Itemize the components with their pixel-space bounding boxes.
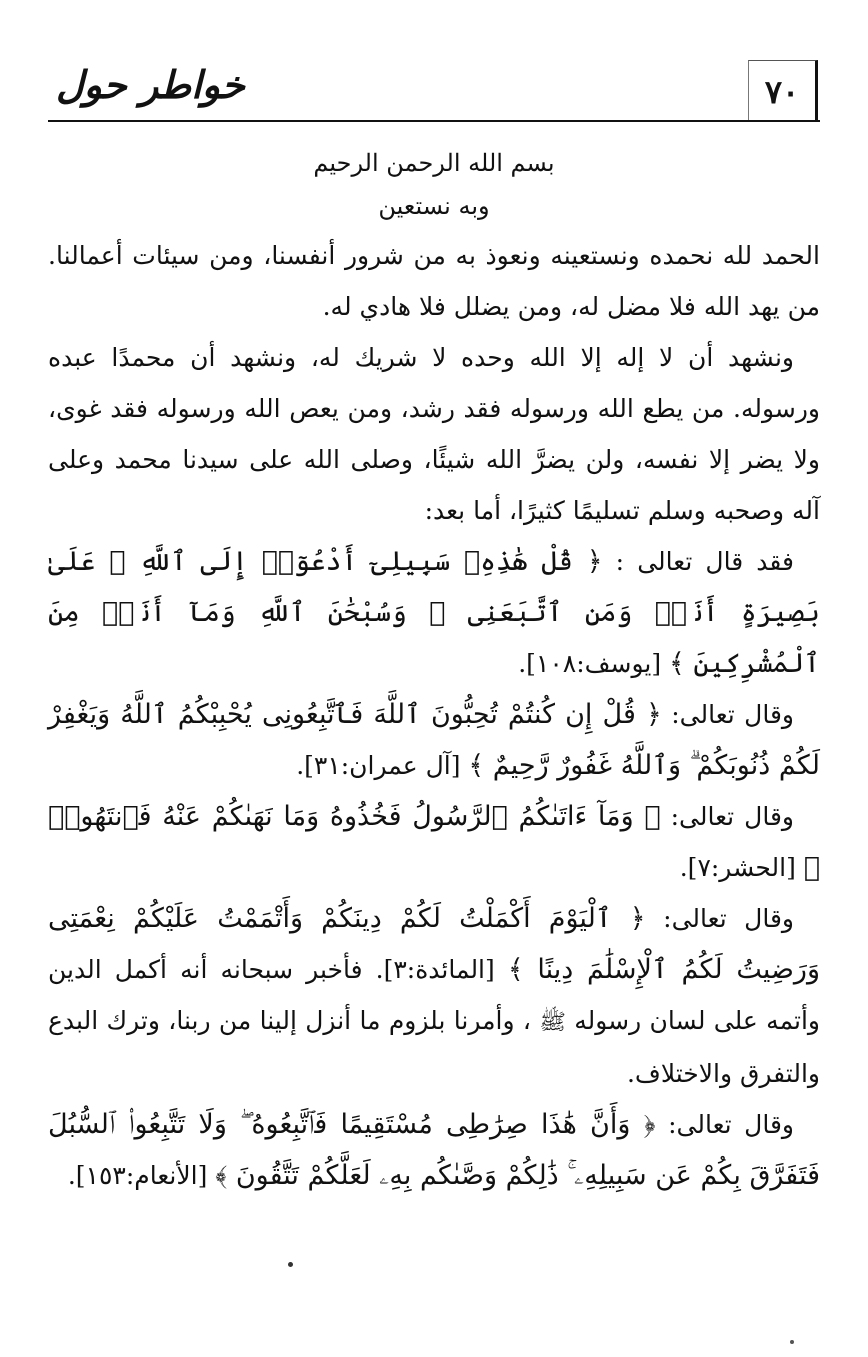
paragraph-verse-hashr: [48, 791, 820, 893]
paragraph-verse-anam: [48, 1099, 820, 1201]
verse-lead: وقال تعالى:: [655, 1110, 794, 1140]
verse-lead: وقال تعالى:: [660, 802, 794, 832]
paragraph-text: ونشهد أن لا إله إلا الله وحده لا شريك له، ونشهد أن محمدًا عبده ورسوله. من يطع الله ورسوله فقد رشد، ومن يعص الله ورسوله فقد غوى، ولا يضر إلا نفسه، ولن يضرَّ الله شيئًا، وصلى الله على سيدنا محمد وعلى آله وصحبه وسلم تسليمًا كثيرًا، أما بعد:: [48, 343, 820, 526]
verse-reference: [آل عمران:٣١].: [296, 751, 469, 781]
paragraph-text: الحمد لله نحمده ونستعينه ونعوذ به من شرور أنفسنا، ومن سيئات أعمالنا. من يهد الله فلا مضل له، ومن يضلل فلا هادي له.: [48, 241, 820, 322]
paragraph-verse-yusuf: [48, 536, 820, 689]
verse-reference: [الحشر:٧].: [679, 853, 804, 883]
verse-lead: فقد قال تعالى :: [602, 547, 794, 577]
quran-verse: ﴿ وَمَآ ءَاتَىٰكُمُ ٱلرَّسُولُ فَخُذُوهُ وَمَا نَهَىٰكُمْ عَنْهُ فَٱنتَهُوا۟ ﴾: [48, 801, 820, 884]
scan-speck: [790, 1340, 794, 1344]
verse-reference: [المائدة:٣]. فأخبر سبحانه أنه أكمل الدين وأتمه على لسان رسوله: [48, 955, 820, 1036]
paragraph-opening: [48, 230, 820, 332]
basmala: بسم الله الرحمن الرحيم: [313, 149, 555, 177]
paragraph-verse-maidah: [48, 893, 820, 1099]
scan-speck: [288, 1262, 293, 1267]
quran-verse: ﴿ قُلْ إِن كُنتُمْ تُحِبُّونَ ٱللَّهَ فَٱتَّبِعُونِى يُحْبِبْكُمُ ٱللَّهُ وَيَغْفِرْ لَكُمْ ذُنُوبَكُمْ ۗ وَٱللَّهُ غَفُورٌ رَّحِيمٌ ﴾: [48, 699, 820, 782]
running-title: خواطر حول: [56, 62, 245, 107]
salawat-ornament: ﷺ: [539, 1010, 566, 1036]
quran-verse: ﴿ قُلْ هَٰذِهِۦ سَبِيلِىٓ أَدْعُوٓا۟ إِلَى ٱللَّهِ ۚ عَلَىٰ بَصِيرَةٍ أَنَا۠ وَمَنِ ٱتَّبَعَنِى ۖ وَسُبْحَٰنَ ٱللَّهِ وَمَآ أَنَا۠ مِنَ ٱلْمُشْرِكِينَ ﴾: [48, 546, 820, 680]
header-rule: [48, 120, 820, 122]
quran-verse: ﴿ وَأَنَّ هَٰذَا صِرَٰطِى مُسْتَقِيمًا فَٱتَّبِعُوهُ ۖ وَلَا تَتَّبِعُوا۟ ٱلسُّبُلَ فَتَفَرَّقَ بِكُمْ عَن سَبِيلِهِۦ ۚ ذَٰلِكُمْ وَصَّىٰكُم بِهِۦ لَعَلَّكُمْ تَتَّقُونَ ﴾: [48, 1109, 820, 1192]
paragraph-verse-imran: [48, 689, 820, 791]
page-content: [48, 138, 820, 1201]
quran-verse: ﴿ ٱلْيَوْمَ أَكْمَلْتُ لَكُمْ دِينَكُمْ وَأَتْمَمْتُ عَلَيْكُمْ نِعْمَتِى وَرَضِيتُ لَكُمُ ٱلْإِسْلَٰمَ دِينًا ﴾: [48, 903, 820, 986]
verse-lead: وقال تعالى:: [661, 700, 794, 730]
paragraph-shahada: [48, 332, 820, 536]
paragraph-tail: ، وأمرنا بلزوم ما أنزل إلينا من ربنا، وترك البدع والتفرق والاختلاف.: [48, 1006, 820, 1089]
page-number: ٧٠: [748, 60, 818, 122]
subbasmala: وبه نستعين: [378, 192, 490, 221]
verse-reference: [الأنعام:١٥٣].: [67, 1161, 216, 1191]
verse-reference: [يوسف:١٠٨].: [518, 649, 670, 679]
page-header: [48, 60, 820, 122]
verse-lead: وقال تعالى:: [645, 904, 794, 934]
